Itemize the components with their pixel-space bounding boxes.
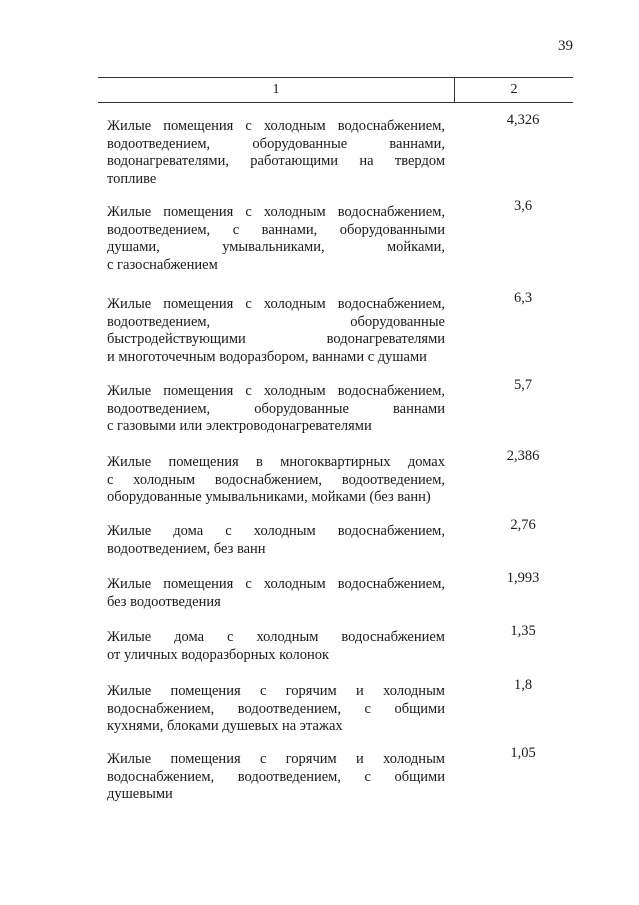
row-value: 2,76 [510,517,536,533]
row-line: Жилые помещения с холодным водоснабжением, [107,118,445,134]
column-header-2: 2 [510,82,518,97]
row-line: водоснабжением, водоотведением, с общими [107,700,445,717]
row-value: 1,993 [506,570,540,586]
row-description [107,296,445,366]
row-line: душевыми [107,786,173,802]
row-line: быстродействующими водонагревателями [107,331,445,347]
row-description [107,204,445,274]
row-line: Жилые дома с холодным водоснабжением, [107,523,445,539]
column-header-1: 1 [272,82,280,97]
row-value: 3,6 [513,198,533,214]
row-value: 4,326 [506,112,540,128]
row-line: Жилые помещения с холодным водоснабжением, [107,296,445,312]
row-value: 5,7 [513,377,533,393]
row-line: с газоснабжением [107,256,218,273]
row-description [107,118,445,188]
row-description [107,454,445,507]
row-line: душами, умывальниками, мойками, [107,239,445,255]
row-description [107,383,445,436]
table-row [107,198,573,274]
row-line: водоснабжением, водоотведением, с общими [107,768,445,785]
table-header [98,77,573,103]
row-description [107,751,445,804]
row-description [107,683,445,736]
row-line: с газовыми или электроводонагревателями [107,418,372,434]
row-line: от уличных водоразборных колонок [107,646,330,663]
row-line: Жилые помещения с горячим и холодным [107,683,445,699]
row-line: водоотведением, оборудованные ваннами, [107,135,445,152]
table-row [107,517,573,558]
row-description [107,576,445,611]
row-line: водоотведением, оборудованные ваннами [107,400,445,417]
table-row [107,112,573,188]
page-number: 39 [558,38,573,54]
row-value: 1,05 [510,745,536,761]
table-row [107,290,573,366]
row-line: и многоточечным водоразбором, ваннами с душами [107,348,427,365]
row-line: с холодным водоснабжением, водоотведением, [107,471,445,488]
row-description [107,523,445,558]
table-row [107,570,573,611]
row-line: водоотведением, без ванн [107,540,266,557]
table-row [107,745,573,804]
row-line: Жилые помещения в многоквартирных домах [107,454,445,470]
row-line: Жилые помещения с холодным водоснабжением, [107,576,445,592]
row-value: 1,35 [510,623,536,639]
table-row [107,448,573,507]
row-value: 6,3 [513,290,533,306]
row-value: 1,8 [513,677,533,693]
row-line: водоотведением, оборудованные [107,313,445,330]
row-line: водоотведением, с ваннами, оборудованными [107,221,445,238]
table-row [107,377,573,436]
row-line: без водоотведения [107,593,221,610]
row-line: оборудованные умывальниками, мойками (без ванн) [107,489,431,505]
row-line: Жилые помещения с холодным водоснабжением, [107,383,445,399]
row-line: топливе [107,170,157,187]
table-row [107,677,573,736]
row-line: водонагревателями, работающими на твердом [107,153,445,169]
row-line: Жилые помещения с горячим и холодным [107,751,445,767]
row-description [107,629,445,664]
row-line: Жилые помещения с холодным водоснабжением, [107,204,445,220]
row-value: 2,386 [506,448,540,464]
table-row [107,623,573,664]
row-line: Жилые дома с холодным водоснабжением [107,629,445,645]
row-line: кухнями, блоками душевых на этажах [107,718,343,734]
